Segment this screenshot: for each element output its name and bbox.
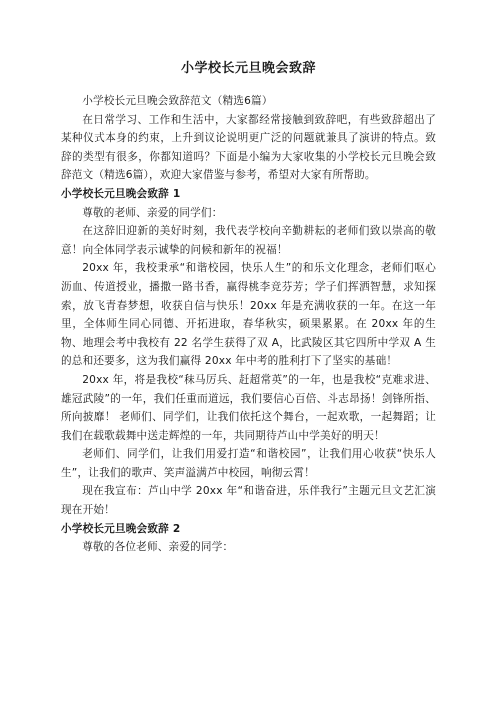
section-2 bbox=[61, 520, 436, 557]
salutation: 尊敬的各位老师、亲爱的同学： bbox=[82, 541, 234, 554]
section-heading: 小学校长元旦晚会致辞 2 bbox=[61, 522, 181, 535]
body-paragraph: 20xx 年，我校秉承“和谐校园，快乐人生”的和乐文化理念，老师们呕心沥血、传道授业，播撒一路书香，赢得桃李竞芬芳；学子们挥洒智慧，求知探索，放飞青春梦想，收获自信与快乐！20xx 年是充满收获的一年。在这一年里，全体师生同心同德、开拓进取，春华秋实，硕果累累。在 20xx 年的生物、地理会考中我校有 22 名学生获得了双 A，比武陵区其它四所中学双 A 生的总和还要多，这为我们赢得 20xx 年中考的胜利打下了坚实的基础！ bbox=[61, 262, 436, 368]
salutation: 尊敬的老师、亲爱的同学们： bbox=[82, 206, 223, 219]
document-subtitle: 小学校长元旦晚会致辞范文（精选6篇） bbox=[82, 95, 273, 107]
body-paragraph: 20xx 年，将是我校“秣马厉兵、赶超常英”的一年，也是我校“克难求进、雄冠武陵”的一年，我们任重而道远，我们要信心百倍、斗志昂扬！剑锋所指、所向披靡！ 老师们、同学们，让我们依托这个舞台，一起欢歌，一起舞蹈；让我们在载歌载舞中送走辉煌的一年，共同期待芦山中学美好的明天！ bbox=[61, 373, 436, 442]
intro-paragraph: 在日常学习、工作和生活中，大家都经常接触到致辞吧，有些致辞超出了某种仪式本身的约束，上升到议论说明更广泛的问题就兼具了演讲的特点。致辞的类型有很多，你都知道吗？下面是小编为大家收集的小学校长元旦晚会致辞范文（精选6篇），欢迎大家借鉴与参考，希望对大家有所帮助。 bbox=[61, 113, 436, 182]
section-1 bbox=[61, 185, 436, 520]
body-paragraph: 现在我宣布：芦山中学 20xx 年“和谐奋进，乐伴我行”主题元旦文艺汇演现在开始！ bbox=[61, 485, 436, 517]
document-title: 小学校长元旦晚会致辞 bbox=[180, 61, 316, 76]
section-heading: 小学校长元旦晚会致辞 1 bbox=[61, 187, 181, 200]
body-paragraph: 老师们、同学们，让我们用爱打造“和谐校园”，让我们用心收获“快乐人生”，让我们的歌声、笑声溢满芦中校园，响彻云霄！ bbox=[61, 448, 436, 479]
body-paragraph: 在这辞旧迎新的美好时刻，我代表学校向辛勤耕耘的老师们致以崇高的敬意！向全体同学表示诚挚的问候和新年的祝福！ bbox=[61, 225, 436, 256]
